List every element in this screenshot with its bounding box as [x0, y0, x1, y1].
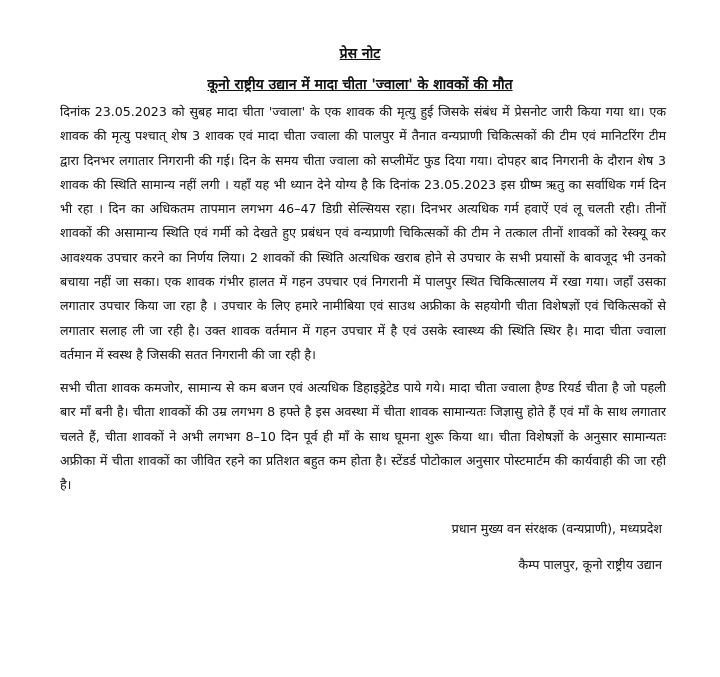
paragraph-2: सभी चीता शावक कमजोर, सामान्य से कम बजन एवं अत्यधिक डिहाइड्रेटेड पाये गये। मादा चीता ज्वाला हैण्ड रियर्ड चीता है जो पहली बार माँ बनी है। चीता शावकों की उम्र लगभग 8 हफ्ते है इस अवस्था में चीता शावक सामान्यतः जिज्ञासु होते हैं एवं माँ के साथ लगातार चलते हैं, चीता शावकों ने अभी लगभग 8–10 दिन पूर्व ही माँ के साथ घूमना शुरू किया था। चीता विशेषज्ञों के अनुसार सामान्यतः अफ्रीका में चीता शावकों का जीवित रहने का प्रतिशत बहुत कम होता है। स्टेंडर्ड पोटोकाल अनुसार पोस्टमार्टम की कार्यवाही की जा रही है।: [60, 380, 666, 493]
paragraph-1: दिनांक 23.05.2023 को सुबह मादा चीता 'ज्वाला' के एक शावक की मृत्यु हुई जिसके संबंध में प्रेसनोट जारी किया गया था। एक शावक की मृत्यु पश्चात् शेष 3 शावक एवं मादा चीता ज्वाला की पालपुर में तैनात वन्यप्राणी चिकित्सकों की टीम एवं मानिटरिंग टीम द्वारा दिनभर लगातार निगरानी की गई। दिन के समय चीता ज्वाला को सप्लीमेंट फुड दिया गया। दोपहर बाद निगरानी के दौरान शेष 3 शावक की स्थिति सामान्य नहीं लगी । यहाँ यह भी ध्यान देने योग्य है कि दिनांक 23.05.2023 इस ग्रीष्म ऋतु का सर्वाधिक गर्म दिन भी रहा । दिन का अधिकतम तापमान लगभग 46–47 डिग्री सेल्सियस रहा। दिनभर अत्यधिक गर्म हवाऐं एवं लू चलती रही। तीनों शावकों की असामान्य स्थिति एवं गर्मी को देखते हुए प्रबंधन एवं वन्यप्राणी चिकित्सकों की टीम ने तत्काल तीनों शावकों को रेस्क्यू कर आवश्यक उपचार करने का निर्णय लिया। 2 शावकों की स्थिति अत्यधिक खराब होने से उपचार के सभी प्रयासों के बावजूद भी उनको बचाया नहीं जा सका। एक शावक गंभीर हालत में गहन उपचार एवं निगरानी में पालपुर स्थित चिकित्सालय में रखा गया। जहाँ उसका लगातार उपचार किया जा रहा है । उपचार के लिए हमारे नामीबिया एवं साउथ अफ्रीका के सहयोगी चीता विशेषज्ञों एवं चिकित्सकों से लगातार सलाह ली जा रही है। उक्त शावक वर्तमान में गहन उपचार में है एवं उसके स्वास्थ्य की स्थिति स्थिर है। मादा चीता ज्वाला वर्तमान में स्वस्थ है जिसकी सतत निगरानी की जा रही है।: [60, 104, 666, 362]
document-title: प्रेस नोट: [339, 46, 381, 62]
document-subtitle: कूनो राष्ट्रीय उद्यान में मादा चीता 'ज्वाला' के शावकों की मौत: [207, 77, 513, 93]
signature-designation: प्रधान मुख्य वन संरक्षक (वन्यप्राणी), मध्यप्रदेश: [451, 521, 662, 536]
signature-location: कैम्प पालपुर, कूनो राष्ट्रीय उद्यान: [518, 557, 662, 572]
